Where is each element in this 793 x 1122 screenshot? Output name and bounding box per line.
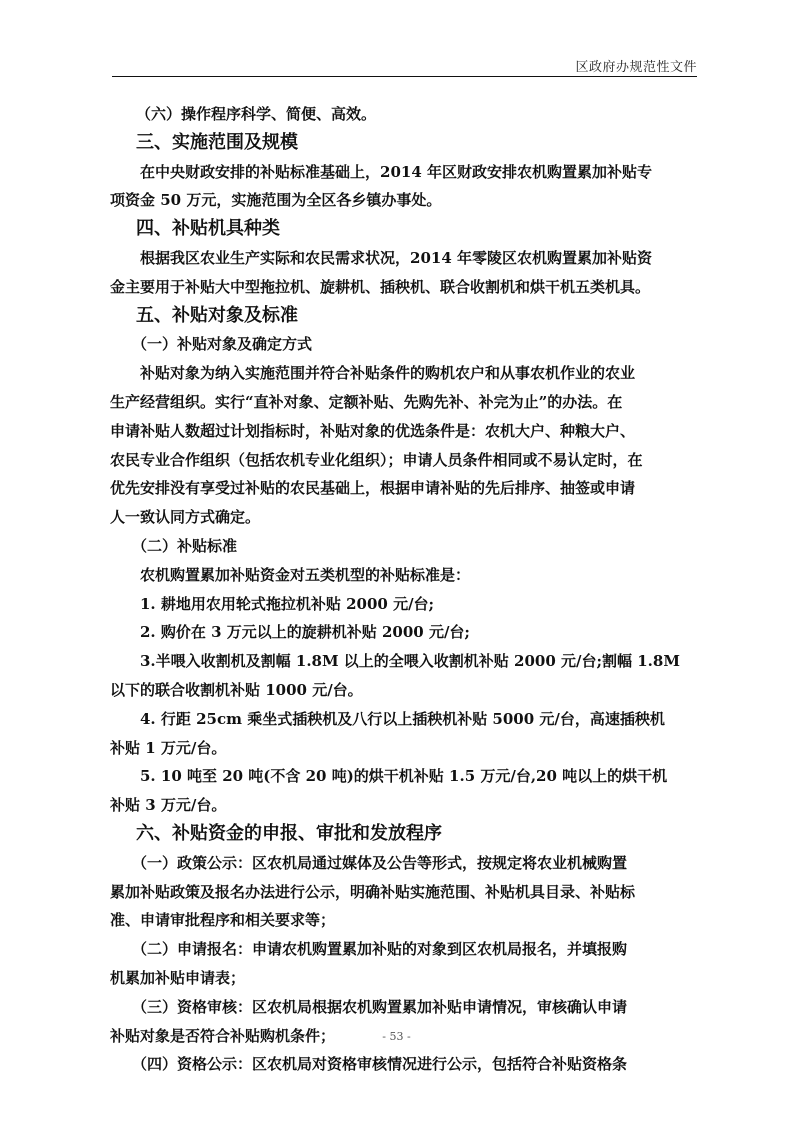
paragraph-line: 以下的联合收割机补贴 1000 元/台。 — [110, 680, 363, 699]
paragraph-line: 金主要用于补贴大中型拖拉机、旋耕机、插秧机、联合收割机和烘干机五类机具。 — [110, 277, 651, 296]
subsection-line: （四）资格公示：区农机局对资格审核情况进行公示，包括符合补贴资格条 — [132, 1055, 628, 1074]
paragraph-line: 补贴对象为纳入实施范围并符合补贴条件的购机农户和从事农机作业的农业 — [140, 364, 636, 383]
paragraph-line: 生产经营组织。实行“直补对象、定额补贴、先购先补、补完为止”的办法。在 — [110, 392, 623, 411]
subsection-line: （一）政策公示：区农机局通过媒体及公告等形式，按规定将农业机械购置 — [132, 853, 628, 872]
paragraph-line: 5. 10 吨至 20 吨(不含 20 吨)的烘干机补贴 1.5 万元/台,20 吨以上的烘干机 — [140, 767, 668, 786]
paragraph-line: 补贴对象是否符合补贴购机条件； — [110, 1026, 336, 1045]
section-heading: 五、补贴对象及标准 — [136, 304, 298, 326]
page-number: - 53 - — [382, 1030, 411, 1043]
paragraph-line: （六）操作程序科学、简便、高效。 — [136, 105, 377, 123]
paragraph-line: 补贴 1 万元/台。 — [110, 738, 227, 757]
paragraph-line: 累加补贴政策及报名办法进行公示，明确补贴实施范围、补贴机具目录、补贴标 — [110, 882, 636, 901]
paragraph-line: 农民专业合作组织（包括农机专业化组织）；申请人员条件相同或不易认定时，在 — [110, 450, 643, 469]
paragraph-line: 根据我区农业生产实际和农民需求状况，2014 年零陵区农机购置累加补贴资 — [140, 248, 652, 267]
paragraph-line: 1. 耕地用农用轮式拖拉机补贴 2000 元/台; — [140, 594, 435, 613]
paragraph-line: 2. 购价在 3 万元以上的旋耕机补贴 2000 元/台; — [140, 623, 470, 642]
section-heading: 六、补贴资金的申报、审批和发放程序 — [136, 822, 442, 844]
paragraph-line: 人一致认同方式确定。 — [110, 508, 261, 527]
paragraph-line: 优先安排没有享受过补贴的农民基础上，根据申请补贴的先后排序、抽签或申请 — [110, 479, 636, 498]
paragraph-line: 4. 行距 25cm 乘坐式插秧机及八行以上插秧机补贴 5000 元/台，高速插秧机 — [140, 709, 665, 728]
paragraph-line: 补贴 3 万元/台。 — [110, 796, 227, 815]
subsection-line: （二）申请报名：申请农机购置累加补贴的对象到区农机局报名，并填报购 — [132, 940, 628, 959]
subsection-line: （二）补贴标准 — [132, 536, 238, 555]
paragraph-line: 项资金 50 万元，实施范围为全区各乡镇办事处。 — [110, 191, 442, 210]
section-heading: 四、补贴机具种类 — [136, 218, 280, 240]
subsection-line: （一）补贴对象及确定方式 — [132, 335, 313, 354]
paragraph-line: 申请补贴人数超过计划指标时，补贴对象的优选条件是：农机大户、种粮大户、 — [110, 421, 636, 440]
subsection-line: （三）资格审核：区农机局根据农机购置累加补贴申请情况，审核确认申请 — [132, 997, 628, 1016]
section-heading: 三、实施范围及规模 — [136, 131, 298, 153]
paragraph-line: 农机购置累加补贴资金对五类机型的补贴标准是： — [140, 565, 471, 584]
running-header: 区政府办规范性文件 — [575, 60, 697, 75]
paragraph-line: 机累加补贴申请表； — [110, 968, 246, 987]
document-body — [110, 100, 692, 1079]
header-rule — [112, 76, 697, 77]
paragraph-line: 在中央财政安排的补贴标准基础上，2014 年区财政安排农机购置累加补贴专 — [140, 162, 652, 181]
paragraph-line: 准、申请审批程序和相关要求等； — [110, 911, 336, 930]
paragraph-line: 3.半喂入收割机及割幅 1.8M 以上的全喂入收割机补贴 2000 元/台;割幅 1.8M — [140, 652, 680, 671]
